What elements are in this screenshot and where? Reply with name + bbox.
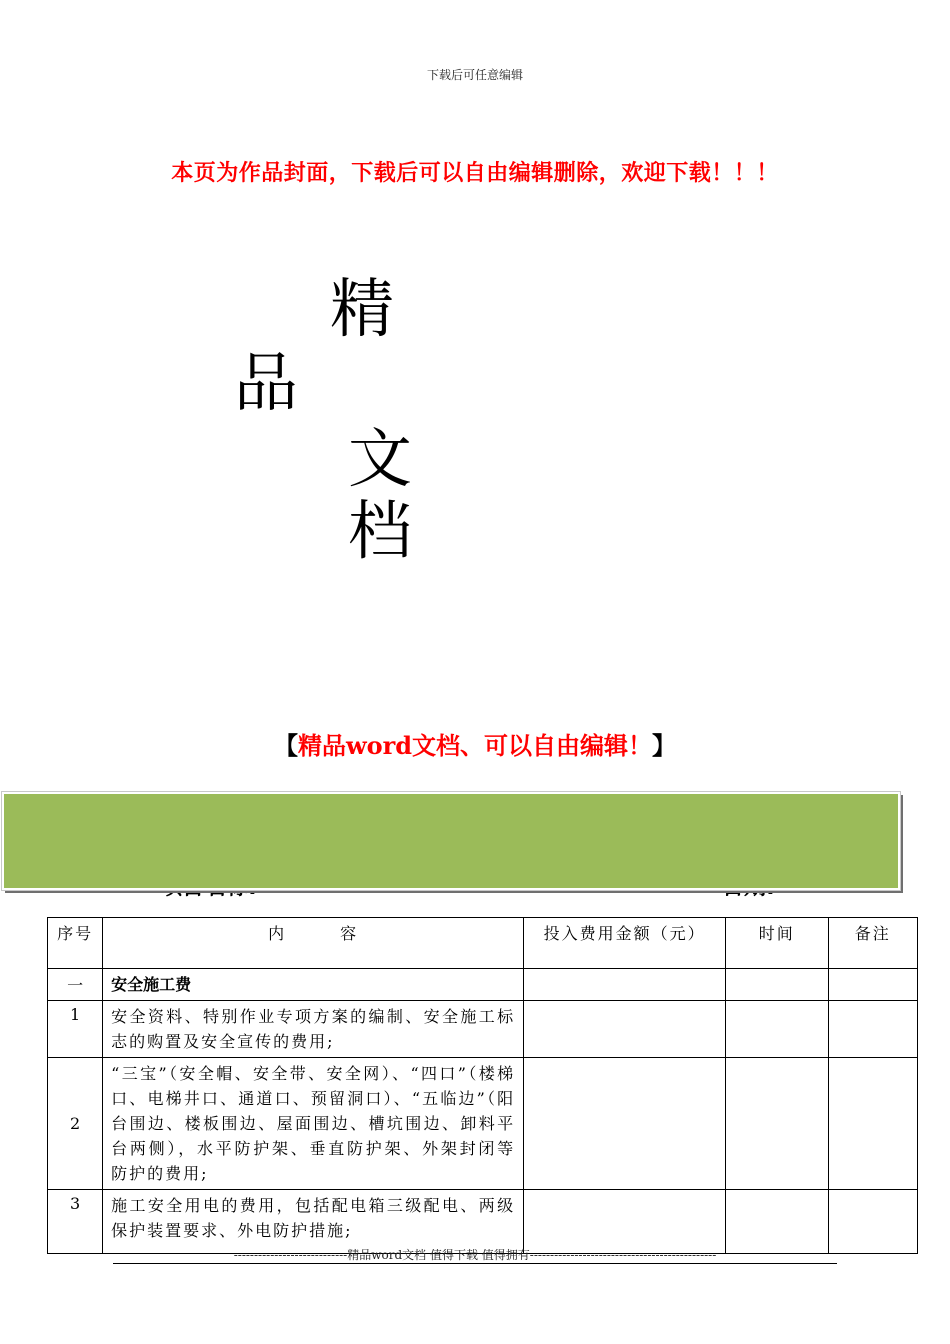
row-no: 3	[48, 1190, 103, 1254]
table-header-row	[48, 918, 918, 969]
header-fee: 投入费用金额（元）	[524, 918, 726, 969]
row-note	[828, 1058, 917, 1190]
row-fee	[524, 1190, 726, 1254]
row-content: 施工安全用电的费用，包括配电箱三级配电、两级保护装置要求、外电防护措施;	[103, 1190, 524, 1254]
row-no: 一	[48, 969, 103, 1001]
row-time	[726, 1001, 828, 1058]
table-row	[48, 969, 918, 1001]
table-row	[48, 1001, 918, 1058]
cover-char-dang: 档	[348, 495, 412, 569]
page-header-note: 下载后可任意编辑	[426, 68, 523, 82]
cover-notice: 本页为作品封面，下载后可以自由编辑删除，欢迎下载！！！	[171, 160, 779, 186]
header-time: 时间	[726, 918, 828, 969]
header-no: 序号	[48, 918, 103, 969]
row-time	[726, 1190, 828, 1254]
slogan-close-bracket: 】	[652, 731, 677, 760]
green-banner	[2, 792, 900, 890]
row-content: 安全资料、特别作业专项方案的编制、安全施工标志的购置及安全宣传的费用;	[103, 1001, 524, 1058]
row-fee	[524, 1058, 726, 1190]
row-note	[828, 1190, 917, 1254]
row-note	[828, 1001, 917, 1058]
row-no: 2	[48, 1058, 103, 1190]
header-content: 内 容	[103, 918, 524, 969]
slogan-open-bracket: 【	[273, 731, 298, 760]
row-content: “三宝”（安全帽、安全带、安全网）、“四口”（楼梯口、电梯井口、通道口、预留洞口）、“五临边”（阳台围边、楼板围边、屋面围边、槽坑围边、卸料平台两侧），水平防护架、垂直防护架、外架封闭等防护的费用;	[103, 1058, 524, 1190]
row-time	[726, 969, 828, 1001]
safety-cost-table	[47, 917, 918, 1254]
table-row	[48, 1058, 918, 1190]
row-note	[828, 969, 917, 1001]
cover-char-pin: 品	[234, 347, 298, 421]
slogan	[0, 726, 950, 761]
footer-divider	[113, 1263, 837, 1264]
table-row	[48, 1190, 918, 1254]
header-note: 备注	[828, 918, 917, 969]
row-content: 安全施工费	[103, 969, 524, 1001]
row-no: 1	[48, 1001, 103, 1058]
row-fee	[524, 1001, 726, 1058]
row-fee	[524, 969, 726, 1001]
row-time	[726, 1058, 828, 1190]
page-footer-note: ----------------------------精品word文档 值得下载 值得拥有----------------------------------------------	[233, 1248, 717, 1262]
slogan-text: 精品word文档、可以自由编辑！	[297, 731, 653, 760]
cover-char-wen: 文	[348, 423, 412, 497]
cover-char-jing: 精	[330, 273, 394, 347]
